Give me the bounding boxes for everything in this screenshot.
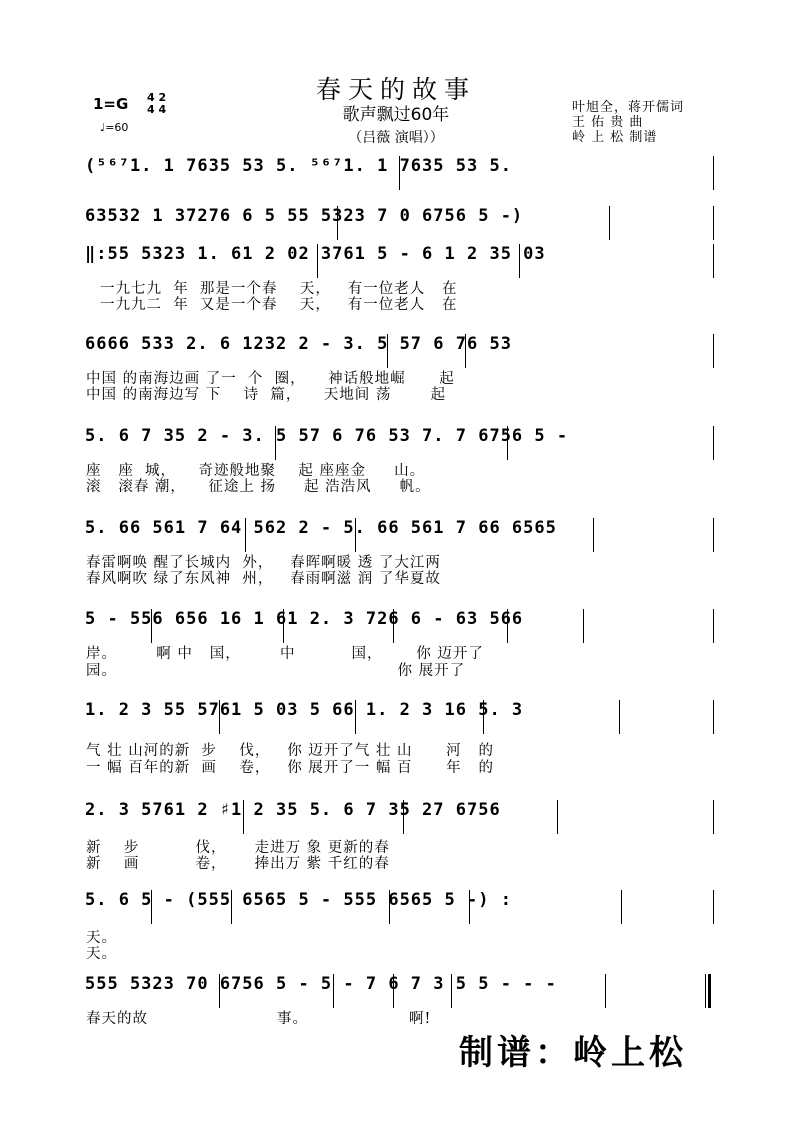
lyric-verse-1: 春天的故 事。 啊!	[86, 1011, 432, 1027]
arranger-signature: 制谱：岭上松	[459, 1033, 687, 1073]
barline	[151, 890, 152, 924]
score-system-8	[85, 694, 714, 734]
barline	[713, 244, 714, 278]
lyric-verse-1: 气 壮 山河的新 步 伐， 你 迈开了气 壮 山 河 的	[86, 743, 495, 759]
notation-line: 2. 3 5761 2 ♯1 2 35 5. 6 7 35 27 6756	[85, 800, 501, 820]
barline	[621, 890, 622, 924]
barline	[507, 609, 508, 643]
repeat-end-barline	[713, 890, 714, 924]
lyric-verse-2: 中国 的南海边写 下 诗 篇， 天地间 荡 起	[86, 387, 447, 403]
lyric-verse-2: 园。 你 展开了	[86, 663, 466, 679]
barline	[469, 890, 470, 924]
barline	[713, 206, 714, 240]
barline	[713, 156, 714, 190]
barline	[609, 206, 610, 240]
barline	[465, 334, 466, 368]
barline	[713, 518, 714, 552]
barline	[389, 890, 390, 924]
barline	[337, 206, 338, 240]
lyric-verse-2: 天。	[86, 946, 117, 962]
lyric-verse-1: 中国 的南海边画 了一 个 圈， 神话般地崛 起	[86, 371, 455, 387]
barline	[557, 800, 558, 834]
barline	[507, 426, 508, 460]
score-system-1	[85, 150, 714, 190]
barline	[333, 974, 334, 1008]
notation-line: 6666 533 2. 6 1232 2 - 3. 5 57 6 76 53	[85, 334, 512, 354]
lyric-verse-1: 岸。 啊 中 国， 中 国， 你 迈开了	[86, 646, 484, 662]
performer: （吕薇 演唱））	[348, 130, 444, 146]
time-signature	[147, 92, 166, 116]
score-system-7	[85, 603, 714, 643]
time-signature-top: 4 2	[147, 91, 167, 104]
key-signature: 1=G	[93, 95, 129, 113]
lyric-verse-1: 天。	[86, 930, 117, 946]
credit-arranger: 岭 上 松 制谱	[572, 130, 658, 145]
barline	[387, 334, 388, 368]
barline	[593, 518, 594, 552]
notation-line: 63532 1 37276 6 5 55 5323 7 0 6756 5 -)	[85, 206, 524, 226]
score-system-4	[85, 328, 714, 368]
barline	[619, 700, 620, 734]
score-system-6	[85, 512, 714, 552]
barline	[403, 800, 404, 834]
notation-line: (⁵⁶⁷1. 1 7635 53 5. ⁵⁶⁷1. 1 7635 53 5.	[85, 156, 512, 176]
score-system-10	[85, 884, 714, 924]
barline	[275, 426, 276, 460]
score-system-2	[85, 200, 714, 240]
notation-line: 5. 66 561 7 64 562 2 - 5. 66 561 7 66 6565	[85, 518, 557, 538]
score-system-3	[85, 238, 714, 278]
barline	[243, 800, 244, 834]
barline	[583, 609, 584, 643]
lyric-verse-2: 春风啊吹 绿了东风神 州， 春雨啊滋 润 了华夏故	[86, 571, 441, 587]
score-system-5	[85, 420, 714, 460]
score-system-11	[85, 968, 714, 1008]
page-title: 春天的故事	[315, 75, 476, 104]
barline	[283, 609, 284, 643]
barline	[713, 426, 714, 460]
credit-lyrics: 叶旭全，蒋开儒词	[572, 100, 685, 115]
lyric-verse-2: 一 幅 百年的新 画 卷， 你 展开了一 幅 百 年 的	[86, 760, 495, 776]
barline	[219, 974, 220, 1008]
barline	[605, 974, 606, 1008]
lyric-verse-1: 新 步 伐， 走进万 象 更新的春	[86, 840, 390, 856]
notation-line: 555 5323 70 6756 5 - 5 - 7 6 7 3 5 5 - - -	[85, 974, 557, 994]
barline	[231, 890, 232, 924]
barline	[713, 700, 714, 734]
barline	[451, 974, 452, 1008]
barline	[151, 609, 152, 643]
notation-line: 5. 6 7 35 2 - 3. 5 57 6 76 53 7. 7 6756 5 -	[85, 426, 569, 446]
tempo-marking: ♩=60	[100, 121, 129, 134]
final-barline	[705, 974, 711, 1008]
barline	[317, 244, 318, 278]
barline	[393, 609, 394, 643]
lyric-verse-1: 春雷啊唤 醒了长城内 外， 春晖啊暖 透 了大江两	[86, 555, 441, 571]
barline	[355, 518, 356, 552]
score-system-9	[85, 794, 714, 834]
barline	[399, 156, 400, 190]
time-signature-bottom: 4 4	[147, 103, 167, 116]
page-subtitle: 歌声飘过60年	[342, 105, 450, 125]
barline	[219, 700, 220, 734]
barline	[713, 800, 714, 834]
lyric-verse-2: 一九九二 年 又是一个春 天， 有一位老人 在	[100, 297, 458, 313]
barline	[355, 700, 356, 734]
barline	[245, 518, 246, 552]
barline	[393, 974, 394, 1008]
lyric-verse-2: 滚 滚春 潮， 征途上 扬 起 浩浩风 帆。	[86, 479, 431, 495]
lyric-verse-1: 座 座 城， 奇迹般地聚 起 座座金 山。	[86, 463, 426, 479]
notation-line: 5 - 556 656 16 1 61 2. 3 726 6 - 63 566	[85, 609, 524, 629]
notation-line: 5. 6 5 - (555 6565 5 - 555 6565 5 -) :	[85, 890, 512, 910]
notation-line: ‖:55 5323 1. 61 2 02 3761 5 - 6 1 2 35 03	[85, 244, 546, 264]
notation-line: 1. 2 3 55 5761 5 03 5 66 1. 2 3 16 5. 3	[85, 700, 524, 720]
credit-music: 王 佑 贵 曲	[572, 115, 644, 130]
barline	[713, 609, 714, 643]
barline	[483, 700, 484, 734]
lyric-verse-1: 一九七九 年 那是一个春 天， 有一位老人 在	[100, 281, 458, 297]
barline	[519, 244, 520, 278]
lyric-verse-2: 新 画 卷， 捧出万 紫 千红的春	[86, 856, 390, 872]
barline	[713, 334, 714, 368]
